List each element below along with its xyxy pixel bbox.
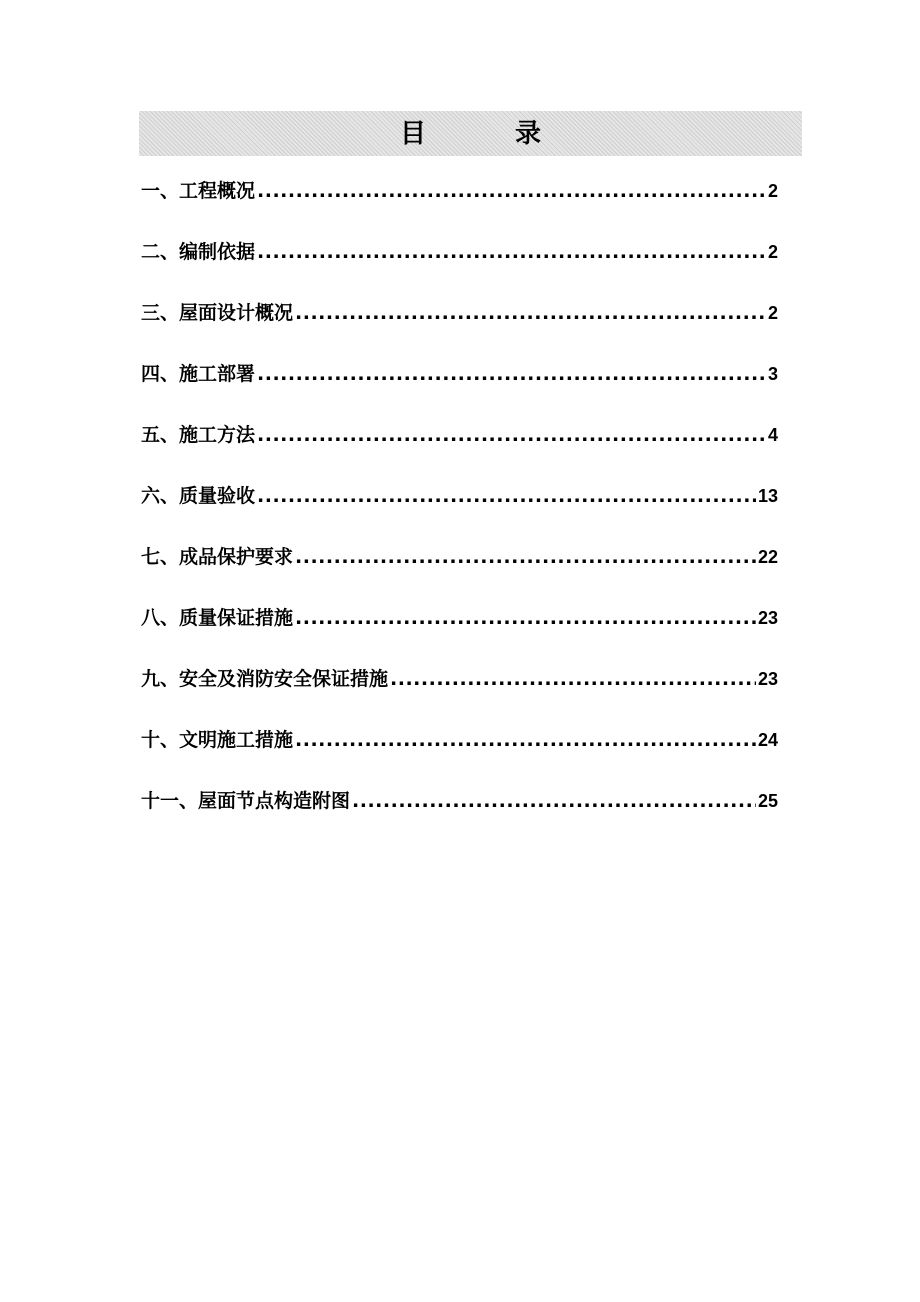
- toc-entry[interactable]: [141, 658, 778, 719]
- toc-dot-leader: [257, 170, 766, 212]
- toc-entry[interactable]: [141, 292, 778, 353]
- toc-list: [141, 170, 778, 841]
- toc-dot-leader: [295, 719, 756, 761]
- toc-entry-page: 22: [757, 547, 778, 567]
- toc-entry-label: 二、编制依据: [141, 241, 256, 263]
- toc-entry-label: 三、屋面设计概况: [141, 302, 294, 324]
- toc-entry-label: 九、安全及消防安全保证措施: [141, 668, 389, 690]
- toc-dot-leader: [257, 231, 766, 273]
- toc-entry[interactable]: [141, 231, 778, 292]
- toc-entry-page: 2: [767, 242, 778, 262]
- toc-dot-leader: [295, 536, 756, 578]
- toc-entry-page: 13: [757, 486, 778, 506]
- toc-entry-page: 2: [767, 181, 778, 201]
- toc-entry-label: 五、施工方法: [141, 424, 256, 446]
- toc-dot-leader: [390, 658, 756, 700]
- toc-dot-leader: [295, 597, 756, 639]
- toc-entry[interactable]: [141, 414, 778, 475]
- toc-entry-page: 4: [767, 425, 778, 445]
- toc-entry-page: 23: [757, 669, 778, 689]
- toc-dot-leader: [257, 475, 756, 517]
- toc-entry-page: 23: [757, 608, 778, 628]
- toc-entry-label: 八、质量保证措施: [141, 607, 294, 629]
- toc-entry-page: 25: [757, 791, 778, 811]
- toc-dot-leader: [352, 780, 756, 822]
- toc-dot-leader: [295, 292, 766, 334]
- toc-entry-label: 六、质量验收: [141, 485, 256, 507]
- toc-header-band: [139, 111, 802, 156]
- toc-entry[interactable]: [141, 780, 778, 841]
- toc-entry-label: 十一、屋面节点构造附图: [141, 790, 351, 812]
- toc-entry[interactable]: [141, 536, 778, 597]
- toc-title: 目 录: [399, 118, 582, 149]
- toc-entry[interactable]: [141, 719, 778, 780]
- toc-entry-label: 十、文明施工措施: [141, 729, 294, 751]
- toc-entry-page: 2: [767, 303, 778, 323]
- toc-dot-leader: [257, 353, 766, 395]
- toc-dot-leader: [257, 414, 766, 456]
- toc-entry[interactable]: [141, 353, 778, 414]
- toc-entry[interactable]: [141, 597, 778, 658]
- toc-entry-label: 七、成品保护要求: [141, 546, 294, 568]
- toc-entry[interactable]: [141, 475, 778, 536]
- toc-entry-label: 四、施工部署: [141, 363, 256, 385]
- toc-entry-label: 一、工程概况: [141, 180, 256, 202]
- toc-entry-page: 3: [767, 364, 778, 384]
- toc-entry[interactable]: [141, 170, 778, 231]
- toc-entry-page: 24: [757, 730, 778, 750]
